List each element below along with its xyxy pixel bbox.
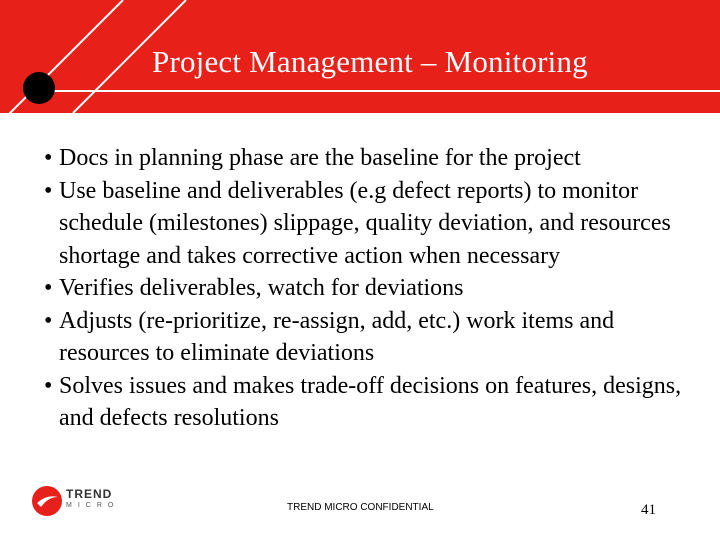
bullet-item — [44, 175, 710, 273]
logo-swoosh-icon — [32, 486, 62, 516]
bullet-list — [44, 142, 710, 435]
bullet-item — [44, 305, 710, 370]
title-underline — [44, 90, 720, 92]
bullet-text: Solves issues and makes trade-off decisions on features, designs, and defects resolutions — [59, 372, 682, 431]
header-dot-icon — [23, 72, 55, 104]
logo-subtext: MICRO — [66, 502, 120, 509]
logo-wordmark: TREND — [66, 487, 113, 501]
bullet-text: Use baseline and deliverables (e.g defect reports) to monitor schedule (milestones) slippage, quality deviation, and resources shortage and takes corrective action when necessary — [59, 177, 671, 269]
bullet-icon: • — [44, 307, 53, 334]
bullet-icon: • — [44, 145, 53, 171]
confidential-label: TREND MICRO CONFIDENTIAL — [287, 502, 434, 513]
bullet-text: Verifies deliverables, watch for deviations — [59, 275, 464, 301]
bullet-text: Adjusts (re-prioritize, re-assign, add, etc.) work items and resources to eliminate deviations — [59, 307, 615, 366]
bullet-item — [44, 142, 710, 175]
page-number: 41 — [641, 502, 656, 518]
header-band — [0, 0, 720, 113]
bullet-icon: • — [44, 177, 53, 204]
bullet-text: Docs in planning phase are the baseline for the project — [59, 145, 581, 171]
bullet-item — [44, 370, 710, 435]
trend-micro-logo — [32, 484, 122, 520]
bullet-item — [44, 272, 710, 305]
bullet-icon: • — [44, 372, 53, 399]
bullet-icon: • — [44, 275, 53, 301]
slide-title: Project Management – Monitoring — [152, 44, 588, 79]
